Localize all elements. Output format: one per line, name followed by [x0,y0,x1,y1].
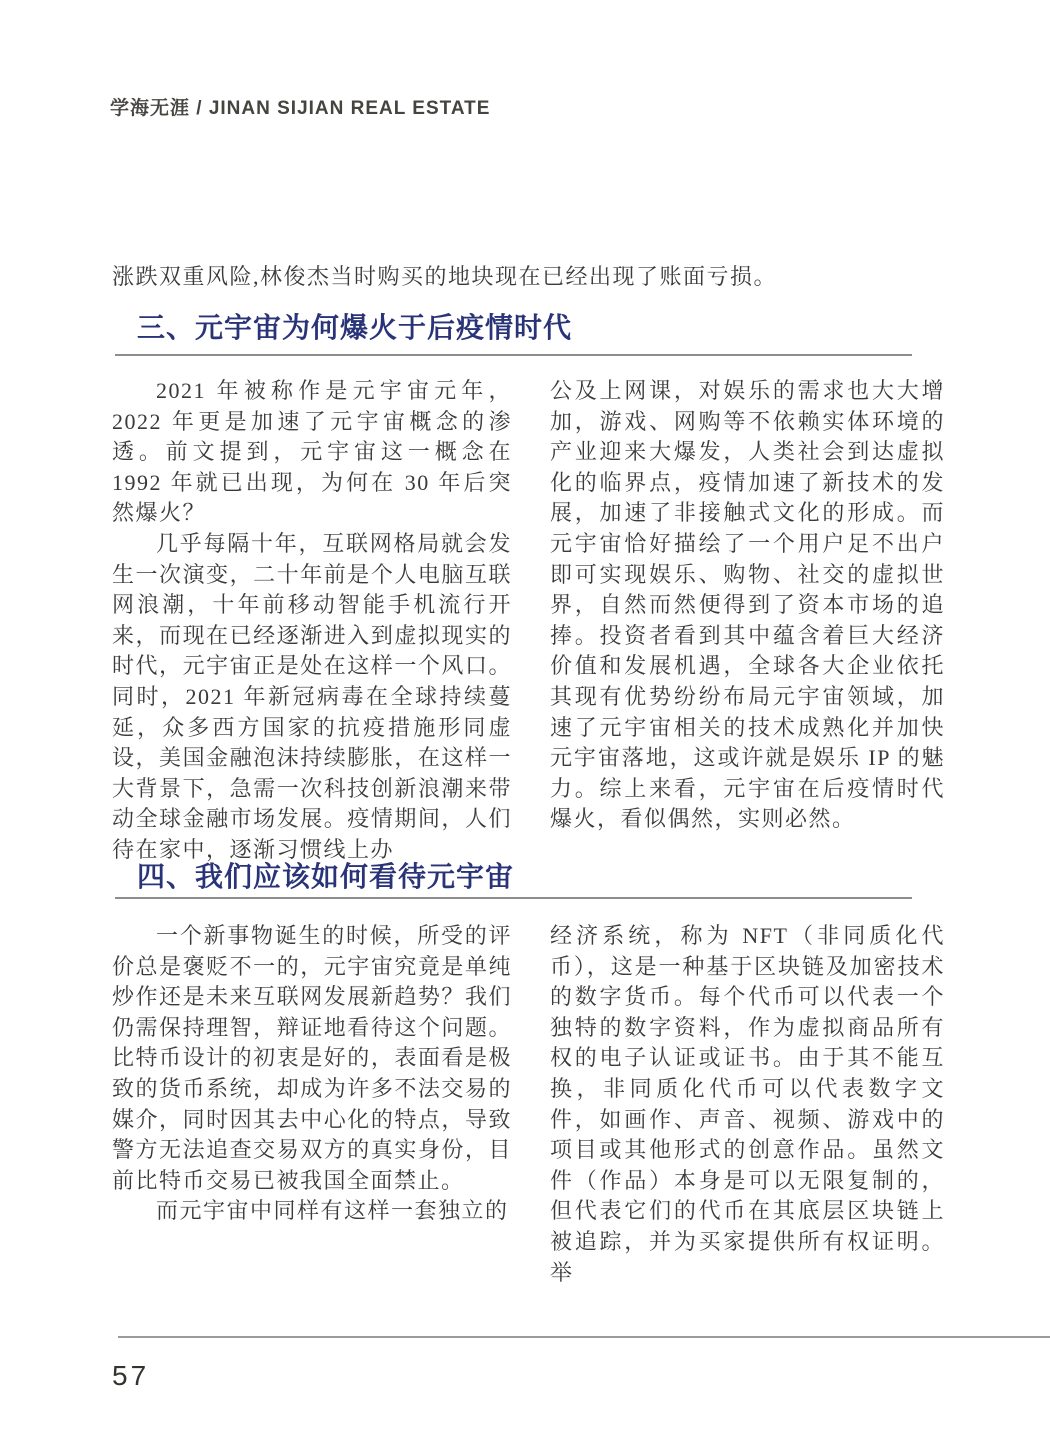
section-3-heading-rule [115,354,912,356]
section-3-body [112,376,945,866]
section-3-left-column [112,376,512,866]
section-3-heading: 三、元宇宙为何爆火于后疫情时代 [137,312,573,343]
section-4-paragraph-1: 一个新事物诞生的时候，所受的评价总是褒贬不一的，元宇宙究竟是单纯炒作还是未来互联网发展新趋势？我们仍需保持理智，辩证地看待这个问题。比特币设计的初衷是好的，表面看是极致的货币系统，却成为许多不法交易的媒介，同时因其去中心化的特点，导致警方无法追查交易双方的真实身份，目前比特币交易已被我国全面禁止。 [112,923,512,1193]
running-header [110,93,490,120]
section-4-left-column [112,921,512,1288]
section-3-right-column [550,376,945,866]
footer-rule [118,1336,1050,1338]
running-header-text: 学海无涯 / JINAN SIJIAN REAL ESTATE [110,98,491,119]
section-4-paragraph-2-continued: 经济系统，称为 NFT（非同质化代币），这是一种基于区块链及加密技术的数字货币。每个代币可以代表一个独特的数字资料，作为虚拟商品所有权的电子认证或证书。由于其不能互换，非同质化代币可以代表数字文件，如画作、声音、视频、游戏中的项目或其他形式的创意作品。虽然文件（作品）本身是可以无限复制的，但代表它们的代币在其底层区块链上被追踪，并为买家提供所有权证明。举 [550,923,945,1285]
section-4-heading-rule [115,897,912,899]
section-3-paragraph-1: 2021 年被称作是元宇宙元年，2022 年更是加速了元宇宙概念的渗透。前文提到，元宇宙这一概念在 1992 年就已出现，为何在 30 年后突然爆火？ [112,378,512,526]
section-4-paragraph-2: 而元宇宙中同样有这样一套独立的 [156,1198,509,1224]
section-4-body [112,921,945,1288]
section-4-right-column [550,921,945,1288]
section-4-heading: 四、我们应该如何看待元宇宙 [137,861,515,892]
section-3-paragraph-2-continued: 公及上网课，对娱乐的需求也大大增加，游戏、网购等不依赖实体环境的产业迎来大爆发，人类社会到达虚拟化的临界点，疫情加速了新技术的发展，加速了非接触式文化的形成。而元宇宙恰好描绘了一个用户足不出户即可实现娱乐、购物、社交的虚拟世界，自然而然便得到了资本市场的追捧。投资者看到其中蕴含着巨大经济价值和发展机遇，全球各大企业依托其现有优势纷纷布局元宇宙领域，加速了元宇宙相关的技术成熟化并加快元宇宙落地，这或许就是娱乐 IP 的魅力。综上来看，元宇宙在后疫情时代爆火，看似偶然，实则必然。 [550,378,945,832]
intro-paragraph: 涨跌双重风险,林俊杰当时购买的地块现在已经出现了账面亏损。 [112,264,778,289]
page-number: 57 [112,1360,150,1391]
section-3-paragraph-2: 几乎每隔十年，互联网格局就会发生一次演变，二十年前是个人电脑互联网浪潮，十年前移动智能手机流行开来，而现在已经逐渐进入到虚拟现实的时代，元宇宙正是处在这样一个风口。同时，2021 年新冠病毒在全球持续蔓延，众多西方国家的抗疫措施形同虚设，美国金融泡沫持续膨胀，在这样一大背景下，急需一次科技创新浪潮来带动全球金融市场发展。疫情期间，人们待在家中，逐渐习惯线上办 [112,530,512,862]
